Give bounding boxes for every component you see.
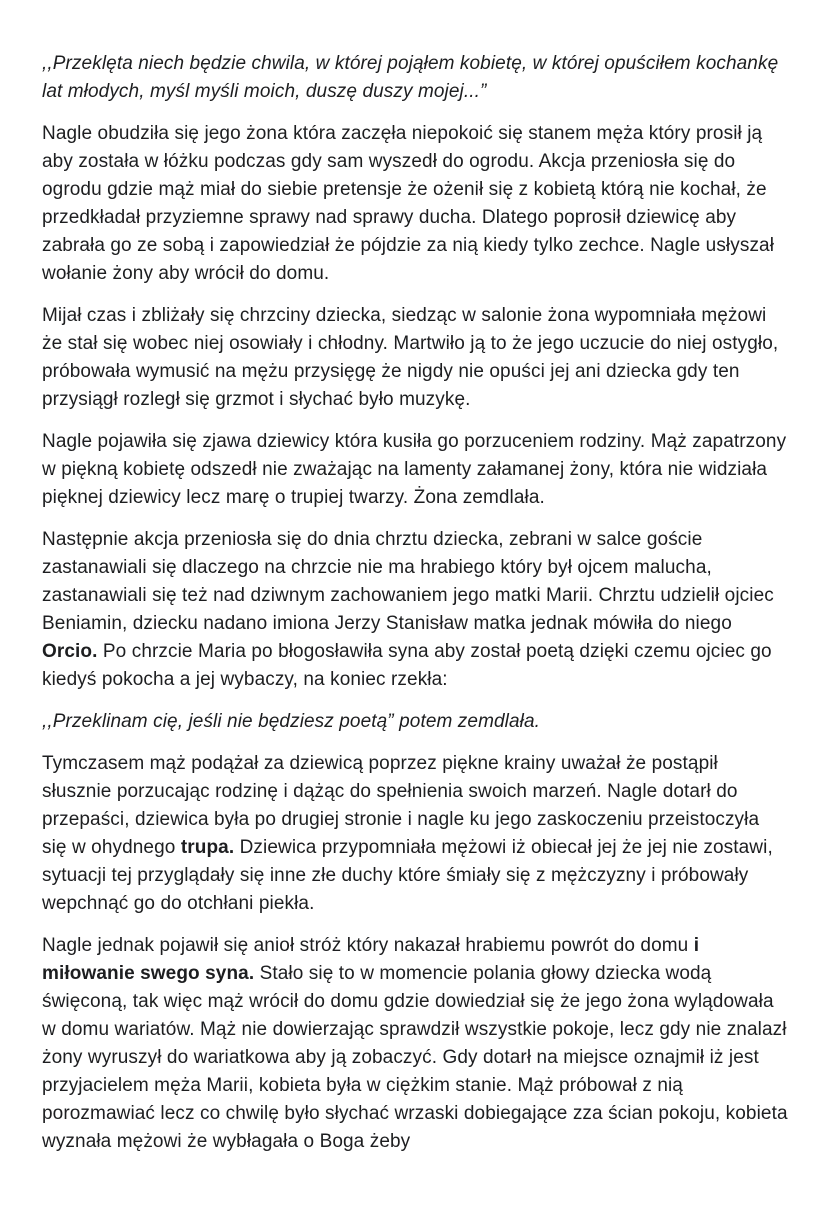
quote-paragraph [42, 708, 788, 736]
paragraph [42, 428, 788, 512]
text-run: Po chrzcie Maria po błogosławiła syna aby został poetą dzięki czemu ojciec go kiedyś pokocha a jej wybaczy, na koniec rzekła: [42, 641, 772, 690]
text-run: Dziewica przypomniała mężowi iż obiecał jej że jej nie zostawi, sytuacji tej przyglądały się inne złe duchy które śmiały się z mężczyzny i próbowały wepchnąć go do otchłani piekła. [42, 837, 773, 914]
paragraph [42, 750, 788, 918]
paragraph [42, 932, 788, 1156]
text-run: Nagle obudziła się jego żona która zaczęła niepokoić się stanem męża który prosił ją aby została w łóżku podczas gdy sam wyszedł do ogrodu. Akcja przeniosła się do ogrodu gdzie mąż miał do siebie pretensje że ożenił się z kobietą którą nie kochał, że przedkładał przyziemne sprawy nad sprawy ducha. Dlatego poprosił dziewicę aby zabrała go ze sobą i zapowiedział że pójdzie za nią kiedy tylko zechce. Nagle usłyszał wołanie żony aby wrócił do domu. [42, 123, 775, 284]
text-run: Tymczasem mąż podążał za dziewicą poprzez piękne krainy uważał że postąpił słusznie porzucając rodzinę i dążąc do spełnienia swoich marzeń. Nagle dotarł do przepaści, dziewica była po drugiej stronie i nagle ku jego zaskoczeniu przeistoczyła się w ohydnego [42, 753, 760, 858]
text-run: Następnie akcja przeniosła się do dnia chrztu dziecka, zebrani w salce goście zastanawiali się dlaczego na chrzcie nie ma hrabiego który był ojcem malucha, zastanawiali się też nad dziwnym zachowaniem jego matki Marii. Chrztu udzielił ojciec Beniamin, dziecku nadano imiona Jerzy Stanisław matka jednak mówiła do niego [42, 529, 774, 634]
bold-text-run: Orcio. [42, 641, 98, 662]
text-run: ,,Przeklinam cię, jeśli nie będziesz poetą” potem zemdlała. [42, 711, 541, 732]
text-run: Stało się to w momencie polania głowy dziecka wodą święconą, tak więc mąż wrócił do domu gdzie dowiedział się że jego żona wylądowała w domu wariatów. Mąż nie dowierzając sprawdził wszystkie pokoje, lecz gdy nie znalazł żony wyruszył do wariatkowa aby ją zobaczyć. Gdy dotarł na miejsce oznajmił iż jest przyjacielem męża Marii, kobieta była w ciężkim stanie. Mąż próbował z nią porozmawiać lecz co chwilę było słychać wrzaski dobiegające zza ścian pokoju, kobieta wyznała mężowi że wybłagała o Boga żeby [42, 963, 788, 1152]
text-run: Mijał czas i zbliżały się chrzciny dziecka, siedząc w salonie żona wypomniała mężowi że stał się wobec niej osowiały i chłodny. Martwiło ją to że jego uczucie do niej ostygło, próbowała wymusić na mężu przysięgę że nigdy nie opuści jej ani dziecka gdy ten przysiągł rozległ się grzmot i słychać było muzykę. [42, 305, 779, 410]
text-run: Nagle jednak pojawił się anioł stróż który nakazał hrabiemu powrót do domu [42, 935, 694, 956]
paragraph [42, 526, 788, 694]
paragraph [42, 302, 788, 414]
bold-text-run: i miłowanie swego syna. [42, 935, 700, 984]
paragraph [42, 120, 788, 288]
text-run: ,,Przeklęta niech będzie chwila, w której pojąłem kobietę, w której opuściłem kochankę lat młodych, myśl myśli moich, duszę duszy mojej...” [42, 53, 779, 102]
quote-paragraph [42, 50, 788, 106]
text-run: Nagle pojawiła się zjawa dziewicy która kusiła go porzuceniem rodziny. Mąż zapatrzony w piękną kobietę odszedł nie zważając na lamenty załamanej żony, która nie widziała pięknej dziewicy lecz marę o trupiej twarzy. Żona zemdlała. [42, 431, 787, 508]
document-body [42, 50, 788, 1156]
bold-text-run: trupa. [180, 837, 235, 858]
